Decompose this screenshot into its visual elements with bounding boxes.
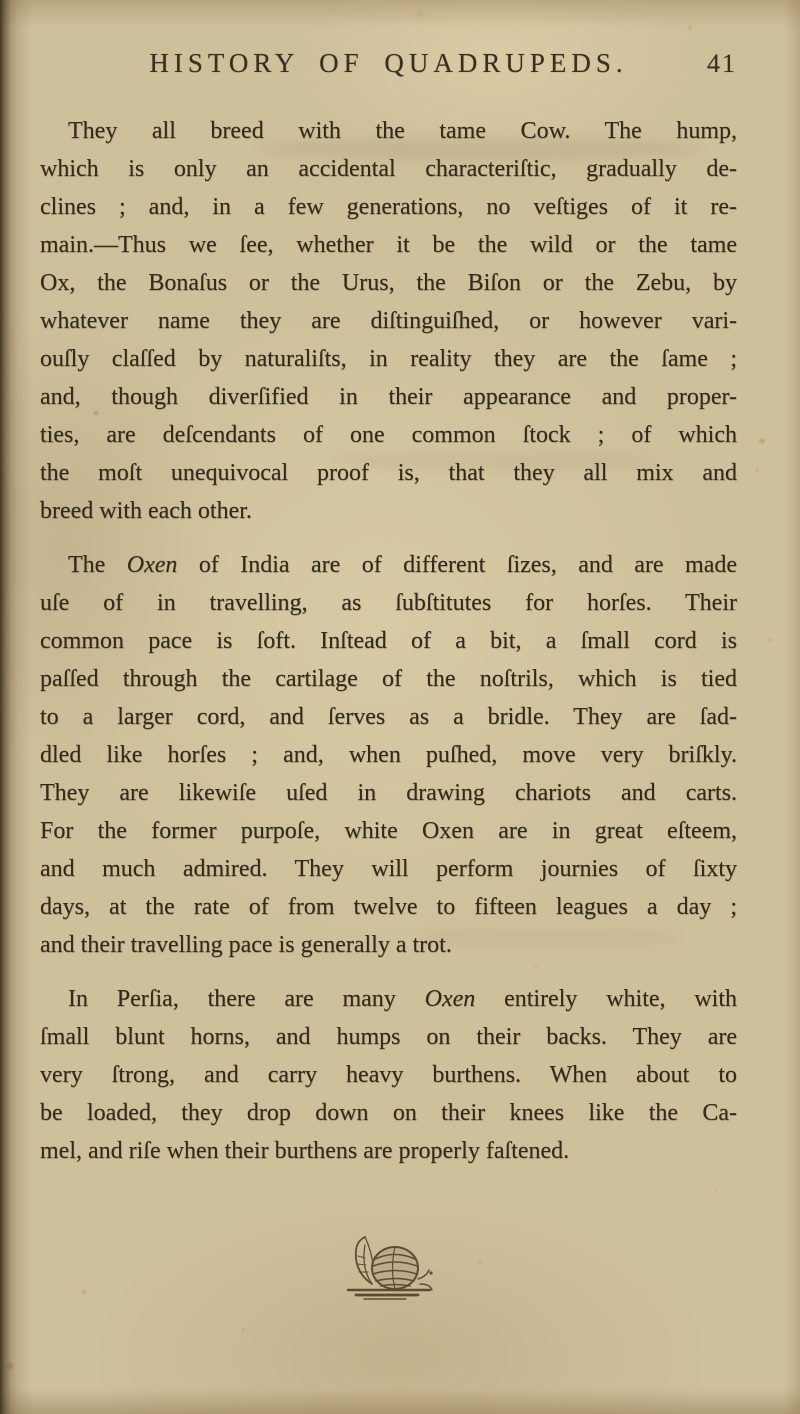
text-line: days, at the rate of from twelve to fifteen leagues a day ; xyxy=(40,894,737,920)
text-line: be loaded, they drop down on their knees like the Ca- xyxy=(40,1100,737,1126)
line-segment: of India are of different ſizes, and are made xyxy=(177,552,737,578)
tailpiece-engraving-icon xyxy=(334,1234,444,1302)
text-line xyxy=(40,980,737,1018)
text-line: whatever name they are diſtinguiſhed, or however vari- xyxy=(40,308,737,334)
text-line xyxy=(40,546,737,584)
text-line: paſſed through the cartilage of the noſtrils, which is tied xyxy=(40,666,737,692)
text-line: breed with each other. xyxy=(40,498,252,524)
text-line: Ox, the Bonaſus or the Urus, the Biſon or the Zebu, by xyxy=(40,270,737,296)
text-line: to a larger cord, and ſerves as a bridle. They are ſad- xyxy=(40,704,737,730)
text-line: clines ; and, in a few generations, no veſtiges of it re- xyxy=(40,194,737,220)
paragraph-1 xyxy=(40,112,737,530)
text-line: They all breed with the tame Cow. The hump, xyxy=(68,118,737,144)
text-line: main.—Thus we ſee, whether it be the wild or the tame xyxy=(40,232,737,258)
line-segment: In Perſia, there are many xyxy=(68,986,425,1012)
text-line: which is only an accidental characteriſtic, gradually de- xyxy=(40,156,737,182)
tailpiece-ornament xyxy=(40,1234,737,1307)
text-line: They are likewiſe uſed in drawing chariots and carts. xyxy=(40,780,737,806)
text-line: uſe of in travelling, as ſubſtitutes for horſes. Their xyxy=(40,590,737,616)
page-number: 41 xyxy=(707,49,737,78)
text-line: ſmall blunt horns, and humps on their backs. They are xyxy=(40,1024,737,1050)
text-line: ouſly claſſed by naturaliſts, in reality they are the ſame ; xyxy=(40,346,737,372)
text-line: the moſt unequivocal proof is, that they all mix and xyxy=(40,460,737,486)
line-segment: entirely white, with xyxy=(475,986,737,1012)
body-text xyxy=(40,112,737,1170)
text-line: and their travelling pace is generally a trot. xyxy=(40,932,452,958)
paragraph-3 xyxy=(40,980,737,1170)
text-line: mel, and riſe when their burthens are properly faſtened. xyxy=(40,1138,570,1164)
text-line: For the former purpoſe, white Oxen are in great eſteem, xyxy=(40,818,737,844)
oxen-italic-word: Oxen xyxy=(126,552,178,578)
oxen-italic-word: Oxen xyxy=(424,986,476,1012)
text-line: very ſtrong, and carry heavy burthens. When about to xyxy=(40,1062,737,1088)
text-line: ties, are deſcendants of one common ſtock ; of which xyxy=(40,422,737,448)
text-line: and, though diverſified in their appearance and proper- xyxy=(40,384,737,410)
running-title: HISTORY OF QUADRUPEDS. xyxy=(149,48,628,78)
line-segment: The xyxy=(68,552,127,578)
paragraph-2 xyxy=(40,546,737,964)
text-line: and much admired. They will perform journies of ſixty xyxy=(40,856,737,882)
text-line: common pace is ſoft. Inſtead of a bit, a ſmall cord is xyxy=(40,628,737,654)
text-line: dled like horſes ; and, when puſhed, move very briſkly. xyxy=(40,742,737,768)
running-header xyxy=(40,48,737,90)
